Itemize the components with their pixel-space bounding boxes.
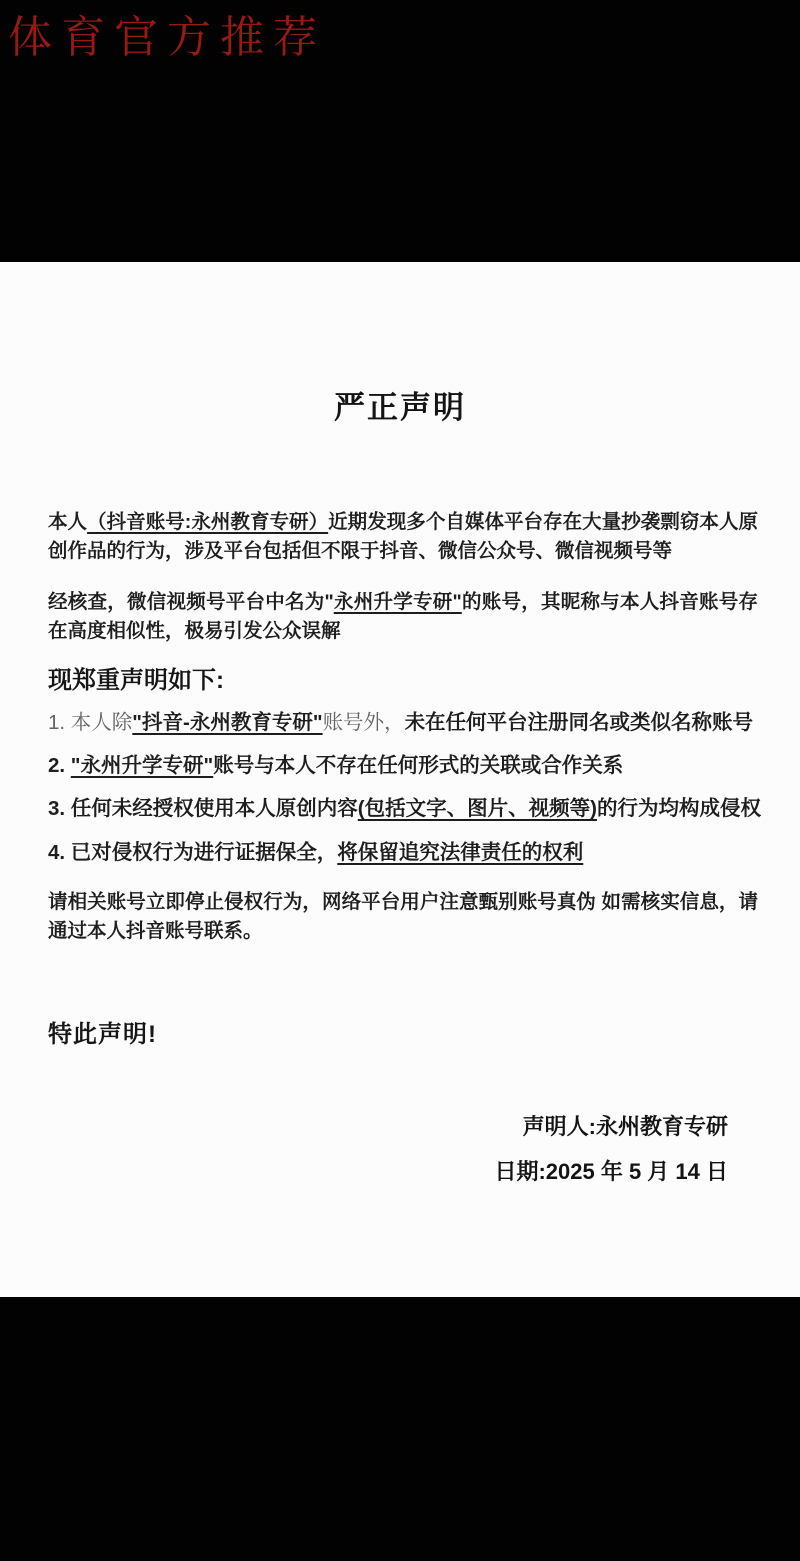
underlined-text: "永州升学专研": [70, 754, 214, 777]
declaration-heading: 现郑重声明如下:: [48, 667, 224, 694]
statement-document: [0, 262, 800, 1297]
text-segment: 的行为均构成侵权: [596, 797, 761, 820]
text-segment: 2.: [48, 754, 71, 777]
date-line: 日期:2025 年 5 月 14 日: [494, 1159, 728, 1184]
signatory-line: 声明人:永州教育专研: [522, 1114, 728, 1139]
text-segment: 的账号，其昵称与本人抖音账号存在高度相似性，极易引发公众误解: [48, 591, 758, 642]
text-segment: 4. 已对侵权行为进行证据保全，: [48, 841, 338, 864]
text-segment: 1. 本人除: [48, 711, 133, 734]
text-segment: 账号外，: [322, 711, 405, 734]
underlined-text: 将保留追究法律责任的权利: [337, 841, 584, 864]
text-segment: 经核查，微信视频号平台中名为": [48, 591, 334, 613]
declaration-item-1: [48, 708, 760, 738]
underlined-text: （抖音账号:永州教育专研）: [87, 511, 329, 533]
underlined-text: 永州升学专研": [333, 591, 462, 613]
underlined-text: (包括文字、图片、视频等): [357, 797, 597, 820]
watermark-text: 体育官方推荐: [8, 13, 326, 62]
text-segment: 近期发现多个自媒体平台存在大量抄袭剽窃本人原创作品的行为，涉及平台包括但不限于抖音、微信公众号、微信视频号等: [48, 511, 758, 562]
statement-title: 严正声明: [334, 390, 466, 425]
declaration-item-2: [48, 751, 760, 781]
closing-assertion: 特此声明!: [48, 1021, 157, 1048]
text-segment: 本人: [48, 511, 88, 533]
verification-paragraph: [48, 588, 758, 646]
declaration-item-3: [48, 794, 760, 824]
declaration-item-4: [48, 838, 760, 868]
underlined-text: "抖音-永州教育专研": [132, 711, 323, 734]
text-segment: 账号与本人不存在任何形式的关联或合作关系: [213, 754, 624, 777]
appeal-paragraph: 请相关账号立即停止侵权行为，网络平台用户注意甄别账号真伪 如需核实信息，请通过本人抖音账号联系。: [48, 891, 758, 942]
intro-paragraph: [48, 508, 758, 566]
bottom-black-bar: [0, 1297, 800, 1561]
top-black-bar: [0, 0, 800, 262]
text-segment: 未在任何平台注册同名或类似名称账号: [404, 711, 754, 734]
text-segment: 3. 任何未经授权使用本人原创内容: [48, 797, 358, 820]
